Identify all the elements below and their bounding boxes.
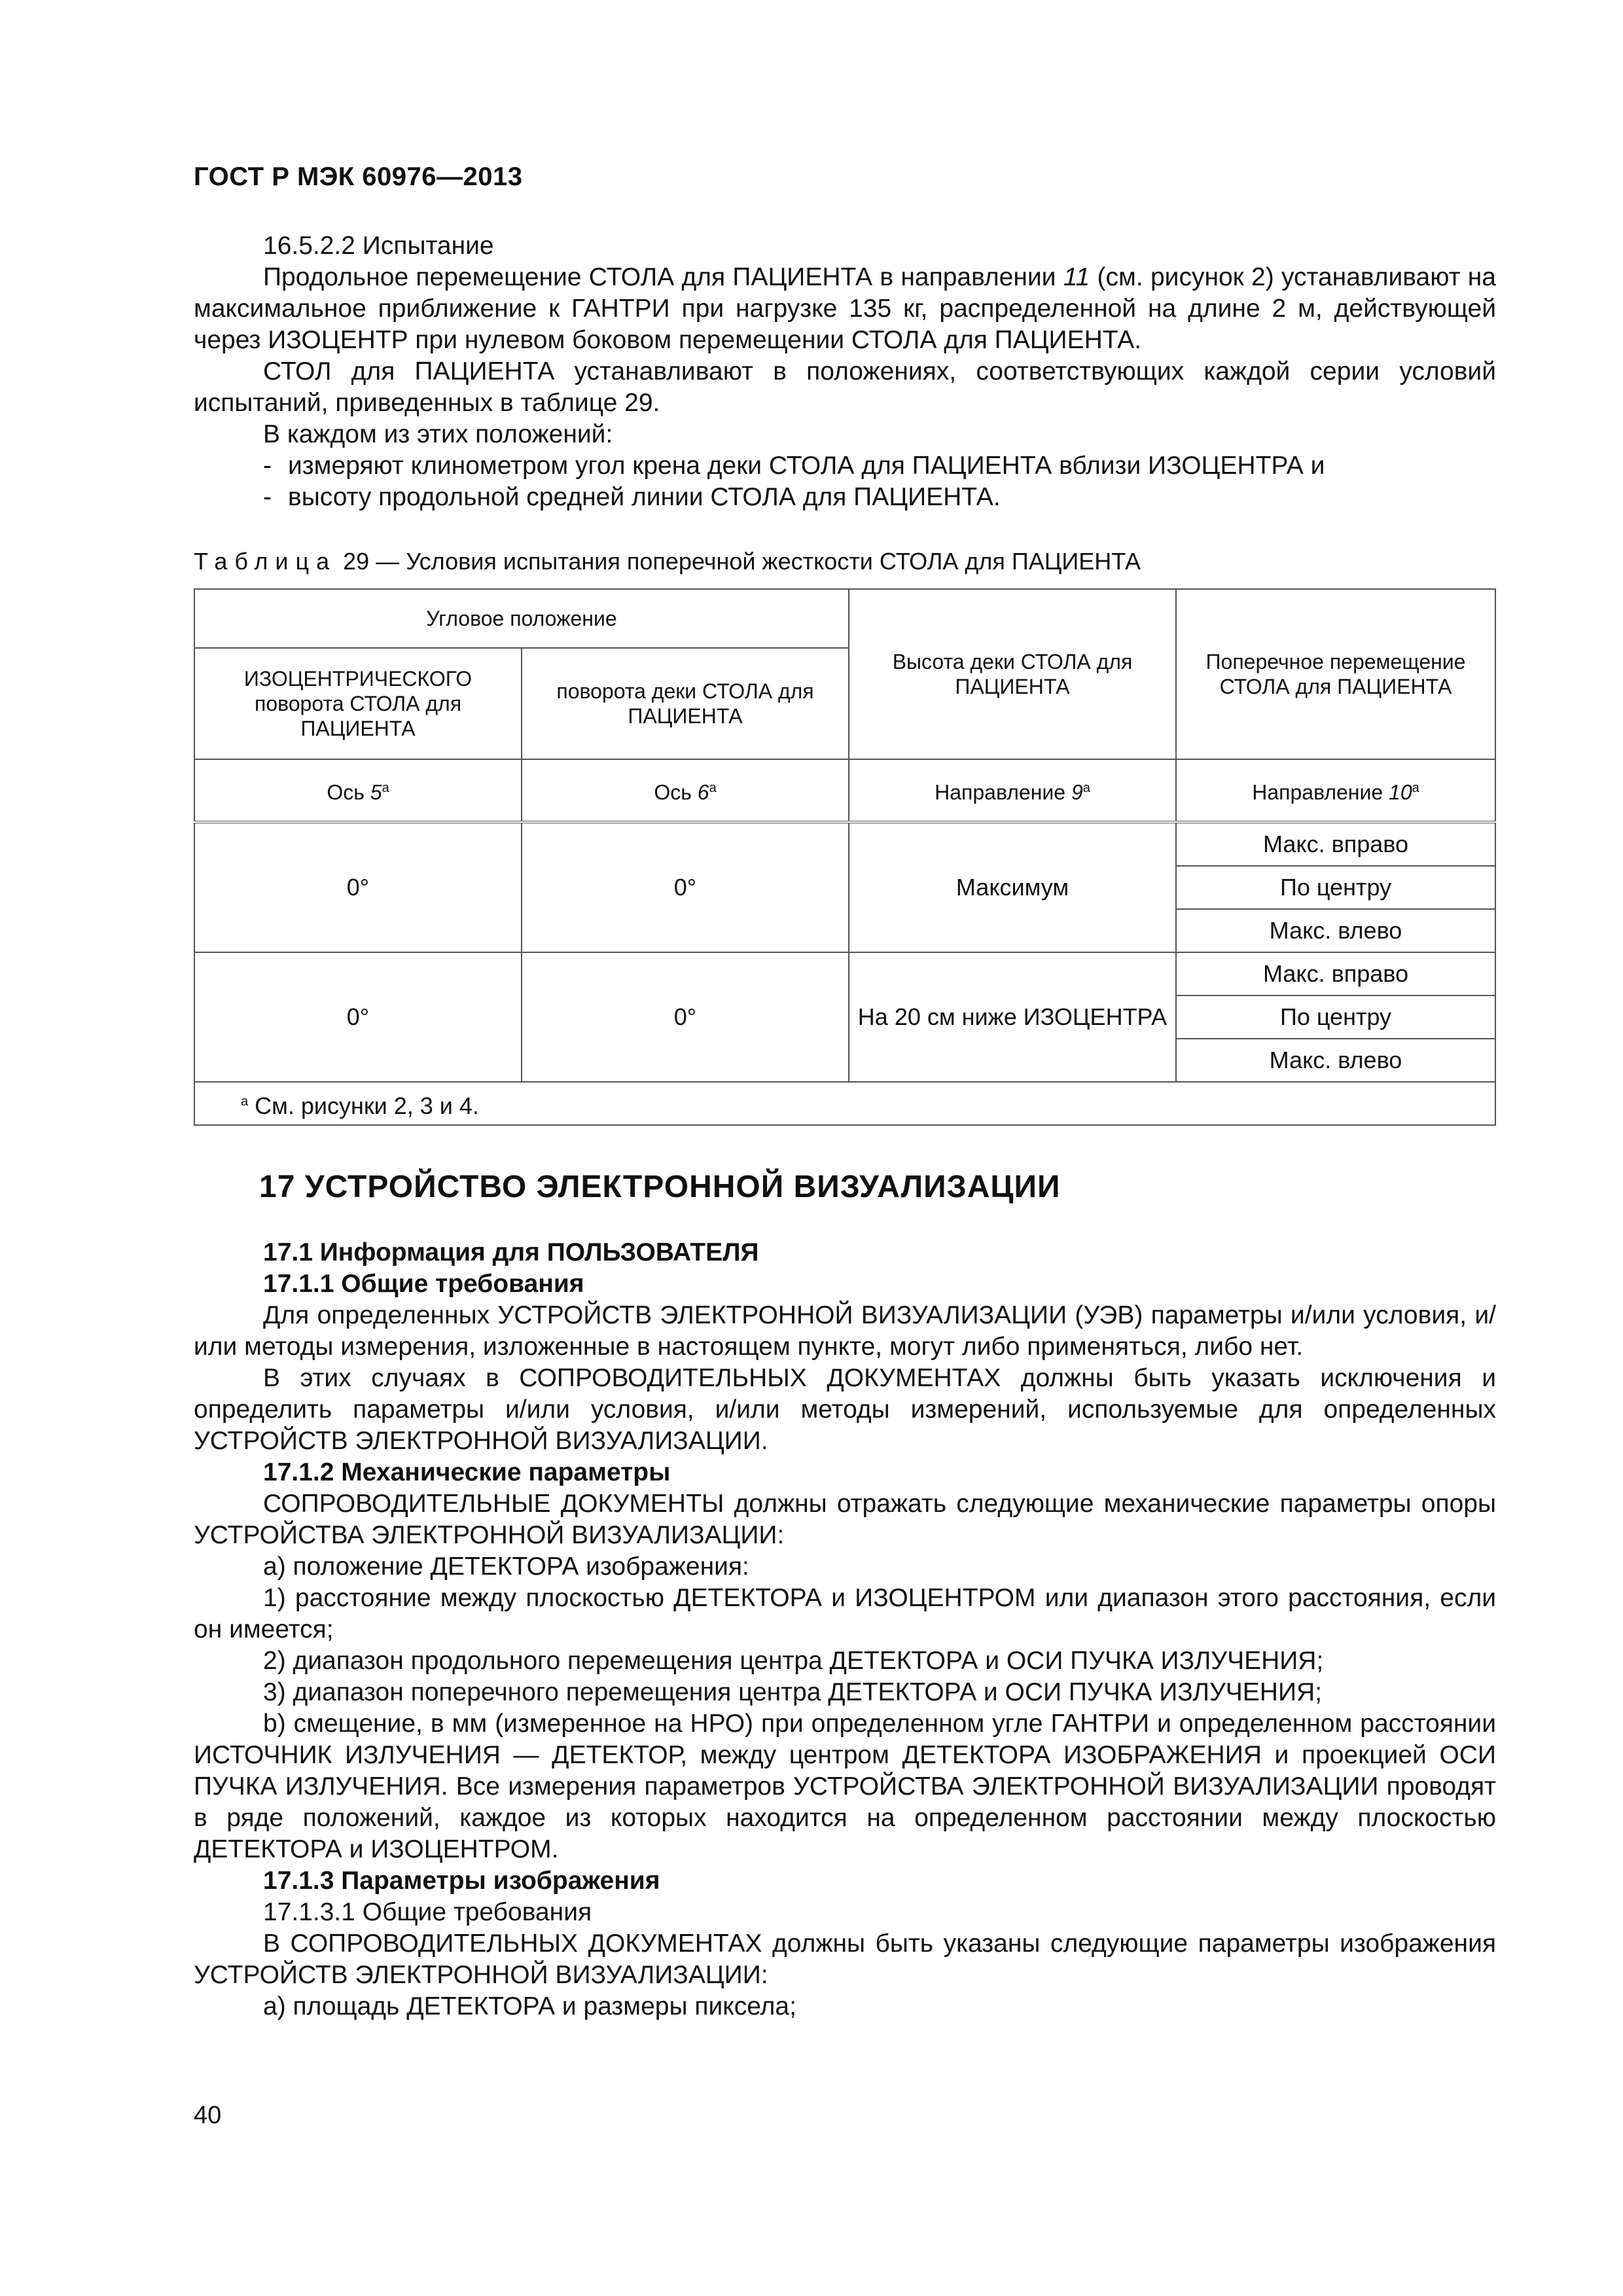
list-item: 3) диапазон поперечного перемещения центра ДЕТЕКТОРА и ОСИ ПУЧКА ИЗЛУЧЕНИЯ; [263,1678,1322,1706]
table-row [194,822,1495,866]
lateral-value: По центру [1176,996,1495,1039]
paragraph: В СОПРОВОДИТЕЛЬНЫХ ДОКУМЕНТАХ должны быть указаны следующие параметры изображения УСТРОЙСТВ ЭЛЕКТРОННОЙ ВИЗУАЛИЗАЦИИ: [194,1929,1496,1989]
header-isocentric-rotation: ИЗОЦЕНТРИЧЕСКОГО поворота СТОЛА для ПАЦИЕНТА [194,648,522,759]
section-16-5-2-2 [194,230,1496,513]
paragraph: СТОЛ для ПАЦИЕНТА устанавливают в положениях, соответствующих каждой серии условий испытаний, приведенных в таблице 29. [194,357,1496,417]
subsection-title: 17.1.1 Общие требования [263,1270,584,1298]
iso-rotation-value: 0° [194,952,522,1082]
list-item: - высоту продольной средней линии СТОЛА для ПАЦИЕНТА. [263,483,1001,511]
deck-rotation-value: 0° [522,952,849,1082]
table-29 [194,588,1496,1126]
list-item: b) смещение, в мм (измеренное на НРО) при определенном угле ГАНТРИ и определенном расстоянии ИСТОЧНИК ИЗЛУЧЕНИЯ — ДЕТЕКТОР, между центром ДЕТЕКТОРА ИЗОБРАЖЕНИЯ и проекцией ОСИ ПУЧКА ИЗЛУЧЕНИЯ. Все измерения параметров УСТРОЙСТВА ЭЛЕКТРОННОЙ ВИЗУАЛИЗАЦИИ проводят в ряде положений, каждое из которых находится на определенном расстоянии между плоскостью ДЕТЕКТОРА и ИЗОЦЕНТРОМ. [194,1710,1496,1863]
paragraph: Продольное перемещение СТОЛА для ПАЦИЕНТА в направлении 11 (см. рисунок 2) устанавливают на максимальное приближение к ГАНТРИ при нагрузке 135 кг, распределенной на длине 2 м, действующей через ИЗОЦЕНТР при нулевом боковом перемещении СТОЛА для ПАЦИЕНТА. [194,263,1496,354]
table-row [194,952,1495,996]
section-17-title: 17 УСТРОЙСТВО ЭЛЕКТРОННОЙ ВИЗУАЛИЗАЦИИ [259,1170,1061,1204]
direction-9-label: Направление $9^а$ [849,759,1176,822]
subsection-title: 17.1.2 Механические параметры [263,1458,671,1486]
axis-5-label: Ось $5^а$ [194,759,522,822]
section-17-body [194,1237,1496,2022]
list-item: 1) расстояние между плоскостью ДЕТЕКТОРА и ИЗОЦЕНТРОМ или диапазон этого расстояния, если он имеется; [194,1584,1496,1643]
lateral-value: Макс. влево [1176,1039,1495,1082]
lateral-value: Макс. вправо [1176,822,1495,866]
header-lateral-movement: Поперечное перемещение СТОЛА для ПАЦИЕНТА [1176,589,1495,759]
subsection-title: 17.1.3 Параметры изображения [263,1867,660,1895]
paragraph: В каждом из этих положений: [263,420,613,448]
page-number: 40 [194,2102,222,2129]
subsection-title: 16.5.2.2 Испытание [263,232,494,260]
table-footnote: $^а$ См. рисунки 2, 3 и 4. [194,1082,1495,1125]
direction-10-label: Направление $10^а$ [1176,759,1495,822]
deck-height-value: На 20 см ниже ИЗОЦЕНТРА [849,952,1176,1082]
header-deck-rotation: поворота деки СТОЛА для ПАЦИЕНТА [522,648,849,759]
document-header: ГОСТ Р МЭК 60976—2013 [194,162,523,191]
lateral-value: Макс. влево [1176,909,1495,952]
lateral-value: Макс. вправо [1176,952,1495,996]
list-item: 2) диапазон продольного перемещения центра ДЕТЕКТОРА и ОСИ ПУЧКА ИЗЛУЧЕНИЯ; [263,1647,1324,1675]
list-item: - измеряют клинометром угол крена деки СТОЛА для ПАЦИЕНТА вблизи ИЗОЦЕНТРА и [263,452,1325,480]
table-caption: Таблица 29 — Условия испытания поперечной жесткости СТОЛА для ПАЦИЕНТА [194,548,1141,575]
lateral-value: По центру [1176,866,1495,909]
header-angular-position: Угловое положение [194,589,849,648]
deck-rotation-value: 0° [522,822,849,952]
paragraph: В этих случаях в СОПРОВОДИТЕЛЬНЫХ ДОКУМЕНТАХ должны быть указать исключения и определить параметры и/или условия, и/или методы измерений, используемые для определенных УСТРОЙСТВ ЭЛЕКТРОННОЙ ВИЗУАЛИЗАЦИИ. [194,1364,1496,1455]
paragraph: Для определенных УСТРОЙСТВ ЭЛЕКТРОННОЙ ВИЗУАЛИЗАЦИИ (УЭВ) параметры и/или условия, и/или методы измерения, изложенные в настоящем пункте, могут либо применяться, либо нет. [194,1301,1496,1361]
list-item: а) положение ДЕТЕКТОРА изображения: [263,1552,749,1581]
deck-height-value: Максимум [849,822,1176,952]
header-deck-height: Высота деки СТОЛА для ПАЦИЕНТА [849,589,1176,759]
list-item: а) площадь ДЕТЕКТОРА и размеры пиксела; [263,1992,796,2020]
subsection-title: 17.1.3.1 Общие требования [263,1898,592,1926]
paragraph: СОПРОВОДИТЕЛЬНЫЕ ДОКУМЕНТЫ должны отражать следующие механические параметры опоры УСТРОЙСТВА ЭЛЕКТРОННОЙ ВИЗУАЛИЗАЦИИ: [194,1490,1496,1549]
subsection-title: 17.1 Информация для ПОЛЬЗОВАТЕЛЯ [263,1238,759,1266]
iso-rotation-value: 0° [194,822,522,952]
axis-6-label: Ось $6^а$ [522,759,849,822]
